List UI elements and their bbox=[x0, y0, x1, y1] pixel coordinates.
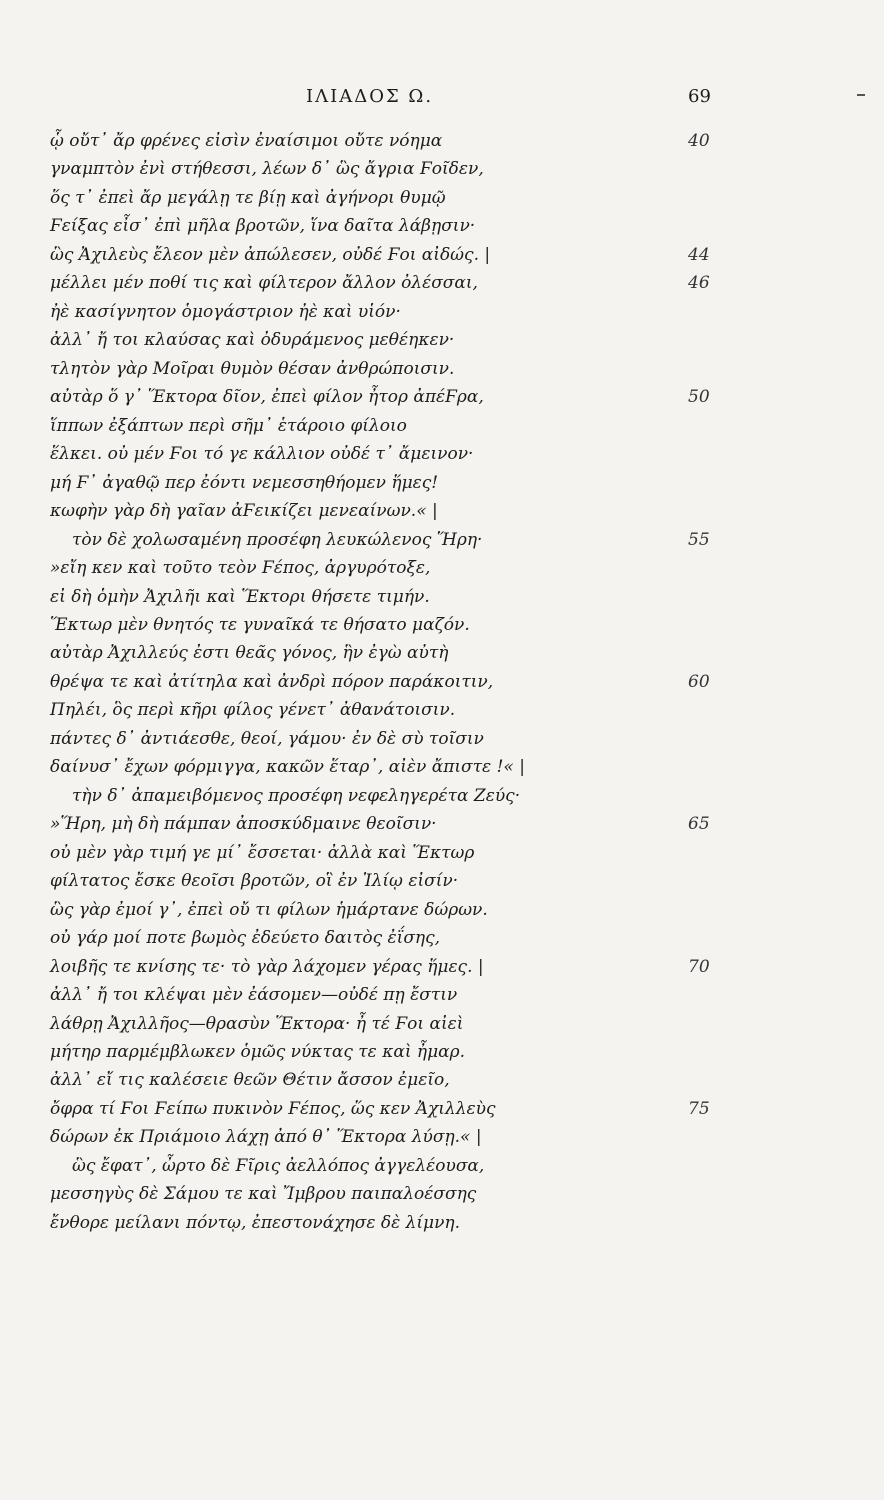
verse-line: Ϝείξας εἶσ᾽ ἐπὶ μῆλα βροτῶν, ἵνα δαῖτα λάβῃσιν· bbox=[50, 216, 476, 237]
verse-line: ἀλλ᾽ ἤ τοι κλαύσας καὶ ὀδυράμενος μεθέηκεν· bbox=[50, 330, 455, 351]
line-number: 40 bbox=[688, 131, 710, 151]
verse-line: μήτηρ παρμέμβλωκεν ὁμῶς νύκτας τε καὶ ἦμαρ. bbox=[50, 1042, 465, 1062]
verse-line: Ἕκτωρ μὲν θνητός τε γυναῖκά τε θήσατο μαζόν. bbox=[50, 614, 470, 635]
verse-line: ὣς ἔφατ᾽, ὦρτο δὲ Ϝῖρις ἀελλόπος ἀγγελέουσα, bbox=[72, 1155, 485, 1176]
verse-line: ἀλλ᾽ ἤ τοι κλέψαι μὲν ἐάσομεν—οὐδέ πῃ ἔστιν bbox=[50, 985, 458, 1006]
verse-line: τλητὸν γὰρ Μοῖραι θυμὸν θέσαν ἀνθρώποισιν. bbox=[50, 358, 455, 379]
verse-line: θρέψα τε καὶ ἀτίτηλα καὶ ἀνδρὶ πόρον παράκοιτιν, bbox=[50, 671, 494, 692]
verse-line: »εἴη κεν καὶ τοῦτο τεὸν Ϝέπος, ἀργυρότοξε, bbox=[50, 558, 431, 579]
verse-line: δαίνυσ᾽ ἔχων φόρμιγγα, κακῶν ἕταρ᾽, αἰὲν ἄπιστε !« | bbox=[50, 757, 525, 778]
verse-line: κωφὴν γὰρ δὴ γαῖαν ἀϜεικίζει μενεαίνων.« | bbox=[50, 501, 438, 522]
line-number: 70 bbox=[688, 956, 710, 977]
line-number: 50 bbox=[688, 387, 710, 408]
verse-line: δώρων ἐκ Πριάμοιο λάχῃ ἀπό θ᾽ Ἕκτορα λύσῃ.« | bbox=[50, 1127, 482, 1148]
verse-line: ἵππων ἐξάπτων περὶ σῆμ᾽ ἑτάροιο φίλοιο bbox=[50, 415, 407, 436]
line-number: 60 bbox=[688, 671, 710, 692]
verse-line: λάθρῃ Ἀχιλλῆος—θρασὺν Ἕκτορα· ἦ τέ Ϝοι αἰεὶ bbox=[50, 1013, 464, 1034]
verse-line: οὐ γάρ μοί ποτε βωμὸς ἐδεύετο δαιτὸς ἐΐσης, bbox=[50, 928, 441, 949]
verse-line: ἔνθορε μείλανι πόντῳ, ἐπεστονάχησε δὲ λίμνη. bbox=[50, 1212, 461, 1233]
verse-line: φίλτατος ἔσκε θεοῖσι βροτῶν, οἳ ἐν Ἰλίῳ εἰσίν· bbox=[50, 871, 459, 892]
verse-line: μή Ϝ᾽ ἀγαθῷ περ ἐόντι νεμεσσηθήομεν ἥμες! bbox=[50, 472, 439, 493]
verse-line: ἕλκει. οὐ μέν Ϝοι τό γε κάλλιον οὐδέ τ᾽ ἄμεινον· bbox=[50, 444, 474, 465]
verse-line: εἰ δὴ ὁμὴν Ἀχιλῆι καὶ Ἕκτορι θήσετε τιμήν. bbox=[50, 586, 430, 607]
verse-line: οὐ μὲν γὰρ τιμή γε μί᾽ ἔσσεται· ἀλλὰ καὶ Ἕκτωρ bbox=[50, 842, 475, 863]
verse-line: »Ἥρη, μὴ δὴ πάμπαν ἀποσκύδμαινε θεοῖσιν· bbox=[50, 814, 437, 835]
verse-line: ἠὲ κασίγνητον ὁμογάστριον ἠὲ καὶ υἱόν· bbox=[50, 301, 401, 322]
verse-line: γναμπτὸν ἐνὶ στήθεσσι, λέων δ᾽ ὣς ἄγρια Ϝοῖδεν, bbox=[50, 159, 484, 180]
running-header-title: ΙΛΙΑΔΟΣ Ω. bbox=[306, 86, 434, 107]
verse-line: μεσσηγὺς δὲ Σάμου τε καὶ Ἴμβρου παιπαλοέσσης bbox=[50, 1184, 477, 1205]
verse-line: πάντες δ᾽ ἀντιάεσθε, θεοί, γάμου· ἐν δὲ σὺ τοῖσιν bbox=[50, 728, 484, 749]
verse-line: Πηλέι, ὃς περὶ κῆρι φίλος γένετ᾽ ἀθανάτοισιν. bbox=[50, 700, 456, 721]
verse-line: ὅς τ᾽ ἐπεὶ ἄρ μεγάλῃ τε βίῃ καὶ ἀγήνορι θυμῷ bbox=[50, 187, 446, 208]
verse-line: τὸν δὲ χολωσαμένη προσέφη λευκώλενος Ἥρη· bbox=[72, 529, 483, 550]
verse-line: ἀλλ᾽ εἴ τις καλέσειε θεῶν Θέτιν ἄσσον ἐμεῖο, bbox=[50, 1070, 450, 1091]
line-number: 65 bbox=[688, 814, 710, 835]
line-number: 75 bbox=[688, 1098, 710, 1119]
verse-line: τὴν δ᾽ ἀπαμειβόμενος προσέφη νεφεληγερέτα Ζεύς· bbox=[72, 785, 521, 806]
verse-line: αὐτὰρ ὅ γ᾽ Ἕκτορα δῖον, ἐπεὶ φίλον ἦτορ ἀπέϜρα, bbox=[50, 387, 484, 408]
margin-mark bbox=[857, 94, 865, 96]
page-number: 69 bbox=[688, 86, 711, 107]
verse-line: ὣς γὰρ ἐμοί γ᾽, ἐπεὶ οὔ τι φίλων ἡμάρτανε δώρων. bbox=[50, 899, 488, 920]
line-number: 44 bbox=[688, 244, 710, 265]
line-number: 46 bbox=[688, 273, 710, 294]
verse-line: ὣς Ἀχιλεὺς ἔλεον μὲν ἀπώλεσεν, οὐδέ Ϝοι αἰδώς. | bbox=[50, 244, 491, 265]
verse-line: ᾧ οὔτ᾽ ἄρ φρένες εἰσὶν ἐναίσιμοι οὔτε νόημα bbox=[50, 131, 443, 151]
verse-line: ὄφρα τί Ϝοι Ϝείπω πυκινὸν Ϝέπος, ὥς κεν Ἀχιλλεὺς bbox=[50, 1098, 496, 1119]
verse-text-block bbox=[50, 127, 700, 1237]
line-number: 55 bbox=[688, 529, 710, 550]
verse-line: αὐτὰρ Ἀχιλλεύς ἐστι θεᾶς γόνος, ἣν ἐγὼ αὐτὴ bbox=[50, 643, 449, 664]
verse-line: λοιβῆς τε κνίσης τε· τὸ γὰρ λάχομεν γέρας ἥμες. | bbox=[50, 956, 484, 977]
verse-line: μέλλει μέν ποθί τις καὶ φίλτερον ἄλλον ὀλέσσαι, bbox=[50, 273, 478, 294]
